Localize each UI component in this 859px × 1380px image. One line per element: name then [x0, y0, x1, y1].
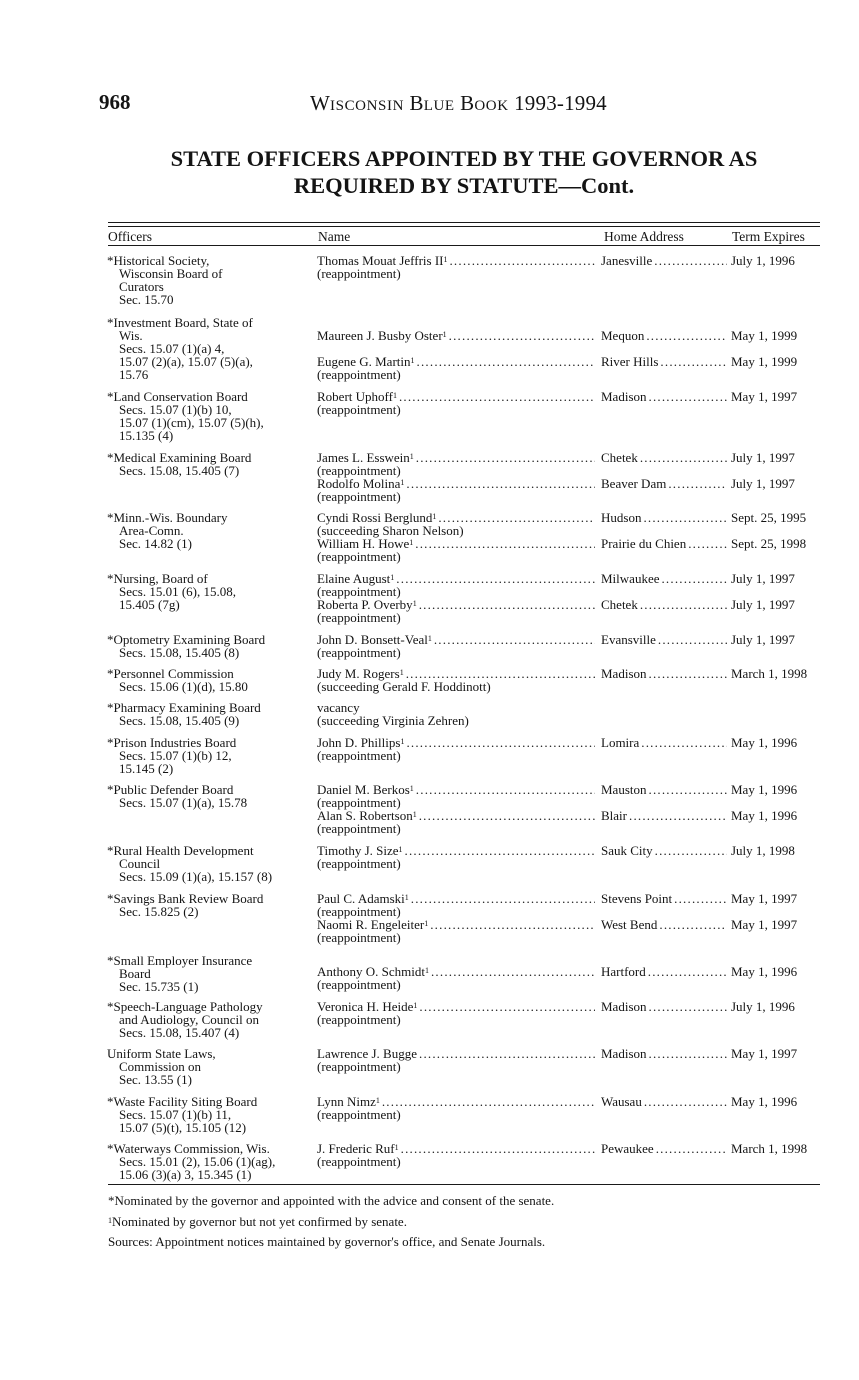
home-address: Wausau [601, 1094, 642, 1109]
home-address-cell [601, 892, 729, 905]
footnote-mark: 1 [400, 478, 405, 487]
officer-name: *Speech-Language Pathology [107, 999, 263, 1014]
footnote-mark: 1 [424, 919, 429, 928]
statute-reference: Secs. 15.07 (1)(b) 10, [119, 402, 232, 417]
appointee-name-text: Lynn Nimz [317, 1094, 376, 1109]
officer-cell [107, 736, 236, 775]
appointee-name-text: Elaine August [317, 571, 391, 586]
officer-cell [107, 783, 247, 809]
dot-leader [406, 736, 595, 749]
home-address-cell [601, 329, 729, 342]
statute-reference: Council [119, 856, 161, 871]
officer-name: *Small Employer Insurance [107, 953, 253, 968]
appointee-name-text: Thomas Mouat Jeffris II [317, 253, 444, 268]
statute-reference: Commission on [119, 1059, 201, 1074]
term-expires: July 1, 1997 [731, 476, 795, 491]
home-address: Sauk City [601, 843, 653, 858]
term-expires: Sept. 25, 1995 [731, 510, 807, 525]
dot-leader [640, 598, 727, 611]
statute-reference: Secs. 15.01 (2), 15.06 (1)(ag), [119, 1154, 276, 1169]
page-title-line-1: STATE OFFICERS APPOINTED BY THE GOVERNOR AS [170, 146, 758, 171]
home-address: Beaver Dam [601, 476, 667, 491]
statute-reference: Secs. 15.01 (6), 15.08, [119, 584, 236, 599]
officer-cell [107, 1000, 263, 1039]
term-expires: May 1, 1996 [731, 1094, 798, 1109]
appointee-name-text: Veronica H. Heide [317, 999, 414, 1014]
home-address: River Hills [601, 354, 659, 369]
appointee-name-text: vacancy [317, 700, 360, 715]
statute-reference: 15.135 (4) [119, 428, 174, 443]
officer-cell [107, 701, 261, 727]
appointment-note: (reappointment) [317, 821, 401, 836]
term-expires: May 1, 1997 [731, 1046, 798, 1061]
dot-leader [674, 892, 727, 905]
statute-reference: Wisconsin Board of [119, 266, 223, 281]
appointee-name-text: Timothy J. Size [317, 843, 399, 858]
footnote-mark: 1 [390, 573, 395, 582]
dot-leader [641, 736, 727, 749]
dot-leader [661, 572, 727, 585]
term-expires: July 1, 1997 [731, 571, 795, 586]
footnote-sources: Sources: Appointment notices maintained by governor's office, and Senate Journals. [108, 1234, 546, 1249]
dot-leader [654, 254, 727, 267]
term-expires: Sept. 25, 1998 [731, 536, 807, 551]
term-expires: July 1, 1996 [731, 253, 795, 268]
home-address-cell [601, 511, 729, 524]
term-expires: July 1, 1998 [731, 843, 795, 858]
statute-reference: 15.405 (7g) [119, 597, 180, 612]
appointment-note: (reappointment) [317, 549, 401, 564]
home-address-cell [601, 633, 729, 646]
footnote-mark: 1 [409, 784, 414, 793]
appointment-note: (reappointment) [317, 1154, 401, 1169]
statute-reference: Secs. 15.08, 15.405 (7) [119, 463, 240, 478]
home-address-cell [601, 572, 729, 585]
dot-leader [649, 783, 728, 796]
footnote-mark: 1 [413, 1001, 418, 1010]
appointment-note: (reappointment) [317, 1107, 401, 1122]
header-term-expires: Term Expires [732, 229, 805, 244]
dot-leader [396, 572, 595, 585]
officer-name: *Waste Facility Siting Board [107, 1094, 258, 1109]
statute-reference: Sec. 15.825 (2) [119, 904, 199, 919]
dot-leader [649, 390, 728, 403]
statute-reference: 15.145 (2) [119, 761, 174, 776]
footnote-mark: 1 [404, 893, 409, 902]
footnote-asterisk: *Nominated by the governor and appointed with the advice and consent of the senate. [108, 1193, 555, 1208]
page-title [108, 145, 820, 199]
appointment-note: (reappointment) [317, 1012, 401, 1027]
officer-name: *Minn.-Wis. Boundary [107, 510, 228, 525]
term-expires: May 1, 1996 [731, 782, 798, 797]
home-address-cell [601, 918, 729, 931]
dot-leader [660, 355, 727, 368]
home-address: Lomira [601, 735, 640, 750]
dot-leader [649, 1000, 728, 1013]
dot-leader [419, 1000, 595, 1013]
home-address-cell [601, 844, 729, 857]
statute-reference: Area-Comn. [119, 523, 184, 538]
dot-leader [643, 511, 727, 524]
officer-name: *Medical Examining Board [107, 450, 252, 465]
home-address: West Bend [601, 917, 658, 932]
appointee-name [317, 329, 447, 342]
statute-reference: 15.76 [119, 367, 149, 382]
officer-cell [107, 1095, 257, 1134]
officer-cell [107, 254, 222, 306]
footnote-mark: 1 [432, 512, 437, 521]
statute-reference: Sec. 14.82 (1) [119, 536, 192, 551]
appointee-name-text: Maureen J. Busby Oster [317, 328, 443, 343]
term-expires: May 1, 1996 [731, 964, 798, 979]
officer-name: *Nursing, Board of [107, 571, 208, 586]
term-expires: May 1, 1999 [731, 354, 798, 369]
dot-leader [656, 1142, 727, 1155]
dot-leader [416, 783, 595, 796]
dot-leader [659, 918, 727, 931]
home-address: Chetek [601, 450, 638, 465]
officer-name: *Personnel Commission [107, 666, 234, 681]
footnote-mark: 1 [412, 599, 417, 608]
top-rule [108, 222, 820, 223]
home-address: Prairie du Chien [601, 536, 687, 551]
dot-leader [648, 965, 727, 978]
page-title-line-2: REQUIRED BY STATUTE—Cont. [293, 173, 635, 198]
appointee-name-text: Roberta P. Overby [317, 597, 413, 612]
home-address: Stevens Point [601, 891, 673, 906]
appointment-note: (succeeding Gerald F. Hoddinott) [317, 679, 491, 694]
header-officers: Officers [108, 229, 152, 244]
appointment-note: (reappointment) [317, 645, 401, 660]
home-address: Pewaukee [601, 1141, 654, 1156]
appointment-note: (reappointment) [317, 266, 401, 281]
appointee-name-text: Anthony O. Schmidt [317, 964, 425, 979]
term-expires: July 1, 1997 [731, 450, 795, 465]
statute-reference: Sec. 15.70 [119, 292, 174, 307]
officer-name: *Prison Industries Board [107, 735, 237, 750]
statute-reference: Wis. [119, 328, 143, 343]
home-address-cell [601, 809, 729, 822]
dot-leader [417, 355, 595, 368]
dot-leader [644, 1095, 727, 1108]
appointee-name-text: J. Frederic Ruf [317, 1141, 395, 1156]
appointee-name-text: Rodolfo Molina [317, 476, 401, 491]
statute-reference: 15.07 (5)(t), 15.105 (12) [119, 1120, 247, 1135]
officer-name: *Investment Board, State of [107, 315, 253, 330]
footnote-mark: 1 [410, 356, 415, 365]
appointee-name-text: Naomi R. Engeleiter [317, 917, 425, 932]
dot-leader [419, 1047, 595, 1060]
home-address: Milwaukee [601, 571, 660, 586]
home-address-cell [601, 355, 729, 368]
officer-cell [107, 316, 253, 381]
dot-leader [415, 537, 595, 550]
statute-reference: Secs. 15.07 (1)(b) 12, [119, 748, 232, 763]
home-address-cell [601, 451, 729, 464]
officer-cell [107, 390, 264, 442]
appointment-note: (reappointment) [317, 904, 401, 919]
home-address-cell [601, 1047, 729, 1060]
appointee-name-text: James L. Esswein [317, 450, 410, 465]
home-address: Blair [601, 808, 627, 823]
officer-cell [107, 892, 263, 918]
dot-leader [431, 965, 595, 978]
footnote-mark: 1 [424, 966, 429, 975]
officer-cell [107, 844, 272, 883]
appointee-name-text: Cyndi Rossi Berglund [317, 510, 433, 525]
home-address: Madison [601, 389, 647, 404]
officer-name: *Rural Health Development [107, 843, 254, 858]
term-expires: May 1, 1999 [731, 328, 798, 343]
appointee-name-text: Daniel M. Berkos [317, 782, 410, 797]
appointee-name-text: Robert Uphoff [317, 389, 393, 404]
dot-leader [401, 1142, 595, 1155]
appointee-name-cell [317, 329, 597, 342]
appointment-note: (succeeding Virginia Zehren) [317, 713, 469, 728]
dot-leader [430, 918, 595, 931]
officer-cell [107, 954, 252, 993]
home-address-cell [601, 477, 729, 490]
officer-cell [107, 1047, 216, 1086]
officer-name: *Public Defender Board [107, 782, 234, 797]
term-expires: May 1, 1996 [731, 735, 798, 750]
dot-leader [655, 844, 727, 857]
appointment-note: (reappointment) [317, 856, 401, 871]
dot-leader [419, 809, 595, 822]
footnote-mark: 1 [392, 391, 397, 400]
footnote-mark: 1 [409, 452, 414, 461]
home-address-cell [601, 783, 729, 796]
home-address-cell [601, 667, 729, 680]
statute-reference: 15.07 (1)(cm), 15.07 (5)(h), [119, 415, 264, 430]
term-expires: July 1, 1997 [731, 597, 795, 612]
term-expires: May 1, 1997 [731, 891, 798, 906]
dot-leader [405, 844, 595, 857]
appointment-note: (succeeding Sharon Nelson) [317, 523, 464, 538]
footnote-mark: 1 [399, 668, 404, 677]
term-expires: July 1, 1997 [731, 632, 795, 647]
appointee-name-text: Judy M. Rogers [317, 666, 400, 681]
term-expires: March 1, 1998 [731, 1141, 808, 1156]
statute-reference: 15.06 (3)(a) 3, 15.345 (1) [119, 1167, 252, 1182]
footnote-mark: 1 [375, 1096, 380, 1105]
dot-leader [411, 892, 595, 905]
officer-cell [107, 451, 251, 477]
appointee-name-text: Lawrence J. Bugge [317, 1046, 417, 1061]
home-address-cell [601, 390, 729, 403]
dot-leader [646, 329, 727, 342]
term-expires: May 1, 1996 [731, 808, 798, 823]
page-number: 968 [99, 90, 131, 114]
home-address: Mequon [601, 328, 645, 343]
top-rule-thin [108, 226, 820, 227]
dot-leader [668, 477, 727, 490]
footnote-mark: 1 [412, 810, 417, 819]
appointment-note: (reappointment) [317, 977, 401, 992]
home-address-cell [601, 254, 729, 267]
dot-leader [449, 254, 595, 267]
appointment-note: (reappointment) [317, 489, 401, 504]
appointment-note: (reappointment) [317, 610, 401, 625]
header-rule [108, 245, 820, 246]
appointment-note: (reappointment) [317, 402, 401, 417]
dot-leader [688, 537, 727, 550]
statute-reference: Sec. 15.735 (1) [119, 979, 199, 994]
header-name: Name [318, 229, 351, 244]
dot-leader [382, 1095, 595, 1108]
appointment-note: (reappointment) [317, 584, 401, 599]
officer-name: *Waterways Commission, Wis. [107, 1141, 270, 1156]
footnote-mark: 1 [398, 845, 403, 854]
appointment-note: (reappointment) [317, 795, 401, 810]
statute-reference: Secs. 15.07 (1)(a), 15.78 [119, 795, 248, 810]
home-address: Madison [601, 1046, 647, 1061]
appointment-note: (reappointment) [317, 1059, 401, 1074]
home-address-cell [601, 598, 729, 611]
home-address: Janesville [601, 253, 653, 268]
home-address-cell [601, 965, 729, 978]
home-address-cell [601, 537, 729, 550]
footnote-mark: 1 [394, 1143, 399, 1152]
officer-name: *Savings Bank Review Board [107, 891, 264, 906]
appointee-name-text: Paul C. Adamski [317, 891, 405, 906]
statute-reference: Sec. 13.55 (1) [119, 1072, 192, 1087]
officer-name: *Pharmacy Examining Board [107, 700, 261, 715]
footnote-mark: 1 [427, 634, 432, 643]
appointee-name-text: Eugene G. Martin [317, 354, 411, 369]
bottom-rule [108, 1184, 820, 1185]
footnote-mark: 1 [442, 330, 447, 339]
term-expires: March 1, 1998 [731, 666, 808, 681]
home-address-cell [601, 1095, 729, 1108]
appointment-note: (reappointment) [317, 748, 401, 763]
dot-leader [406, 477, 595, 490]
statute-reference: Secs. 15.08, 15.405 (8) [119, 645, 240, 660]
appointment-note: (reappointment) [317, 463, 401, 478]
home-address-cell [601, 1142, 729, 1155]
officer-name: *Land Conservation Board [107, 389, 248, 404]
footnote-mark: 1 [443, 255, 448, 264]
officer-name: Uniform State Laws, [107, 1046, 216, 1061]
home-address: Evansville [601, 632, 656, 647]
statute-reference: Secs. 15.06 (1)(d), 15.80 [119, 679, 248, 694]
officer-cell [107, 511, 227, 550]
dot-leader [658, 633, 727, 646]
term-expires: May 1, 1997 [731, 389, 798, 404]
dot-leader [629, 809, 727, 822]
home-address: Hudson [601, 510, 642, 525]
running-title: WISCONSIN BLUE BOOK 1993-1994 [310, 91, 607, 115]
statute-reference: Secs. 15.07 (1)(b) 11, [119, 1107, 232, 1122]
officer-cell [107, 1142, 275, 1181]
home-address: Hartford [601, 964, 646, 979]
appointment-note: (reappointment) [317, 367, 401, 382]
dot-leader [649, 1047, 728, 1060]
footnote-mark: 1 [409, 538, 414, 547]
statute-reference: Secs. 15.07 (1)(a) 4, [119, 341, 225, 356]
statute-reference: Secs. 15.08, 15.407 (4) [119, 1025, 240, 1040]
dot-leader [419, 598, 595, 611]
term-expires: May 1, 1997 [731, 917, 798, 932]
statute-reference: Secs. 15.08, 15.405 (9) [119, 713, 240, 728]
appointee-name-text: John D. Bonsett-Veal [317, 632, 428, 647]
dot-leader [399, 390, 595, 403]
home-address: Madison [601, 666, 647, 681]
footnote-mark: 1 [400, 737, 405, 746]
dot-leader [649, 667, 728, 680]
appointee-name-text: John D. Phillips [317, 735, 401, 750]
dot-leader [434, 633, 595, 646]
officer-cell [107, 667, 248, 693]
dot-leader [640, 451, 727, 464]
dot-leader [449, 329, 595, 342]
appointee-name-text: Alan S. Robertson [317, 808, 413, 823]
home-address: Mauston [601, 782, 647, 797]
appointee-name-text: William H. Howe [317, 536, 410, 551]
statute-reference: Board [119, 966, 151, 981]
statute-reference: and Audiology, Council on [119, 1012, 259, 1027]
home-address: Chetek [601, 597, 638, 612]
term-expires: July 1, 1996 [731, 999, 795, 1014]
footnote-1: $^1$Nominated by governor but not yet confirmed by senate. [108, 1214, 407, 1229]
officer-name: *Optometry Examining Board [107, 632, 266, 647]
statute-reference: 15.07 (2)(a), 15.07 (5)(a), [119, 354, 253, 369]
officer-cell [107, 572, 236, 611]
home-address: Madison [601, 999, 647, 1014]
dot-leader [416, 451, 595, 464]
officer-cell [107, 633, 265, 659]
home-address-cell [601, 1000, 729, 1013]
statute-reference: Secs. 15.09 (1)(a), 15.157 (8) [119, 869, 273, 884]
home-address-cell [601, 736, 729, 749]
officer-name: *Historical Society, [107, 253, 210, 268]
appointment-note: (reappointment) [317, 930, 401, 945]
header-home-address: Home Address [604, 229, 684, 244]
statute-reference: Curators [119, 279, 164, 294]
